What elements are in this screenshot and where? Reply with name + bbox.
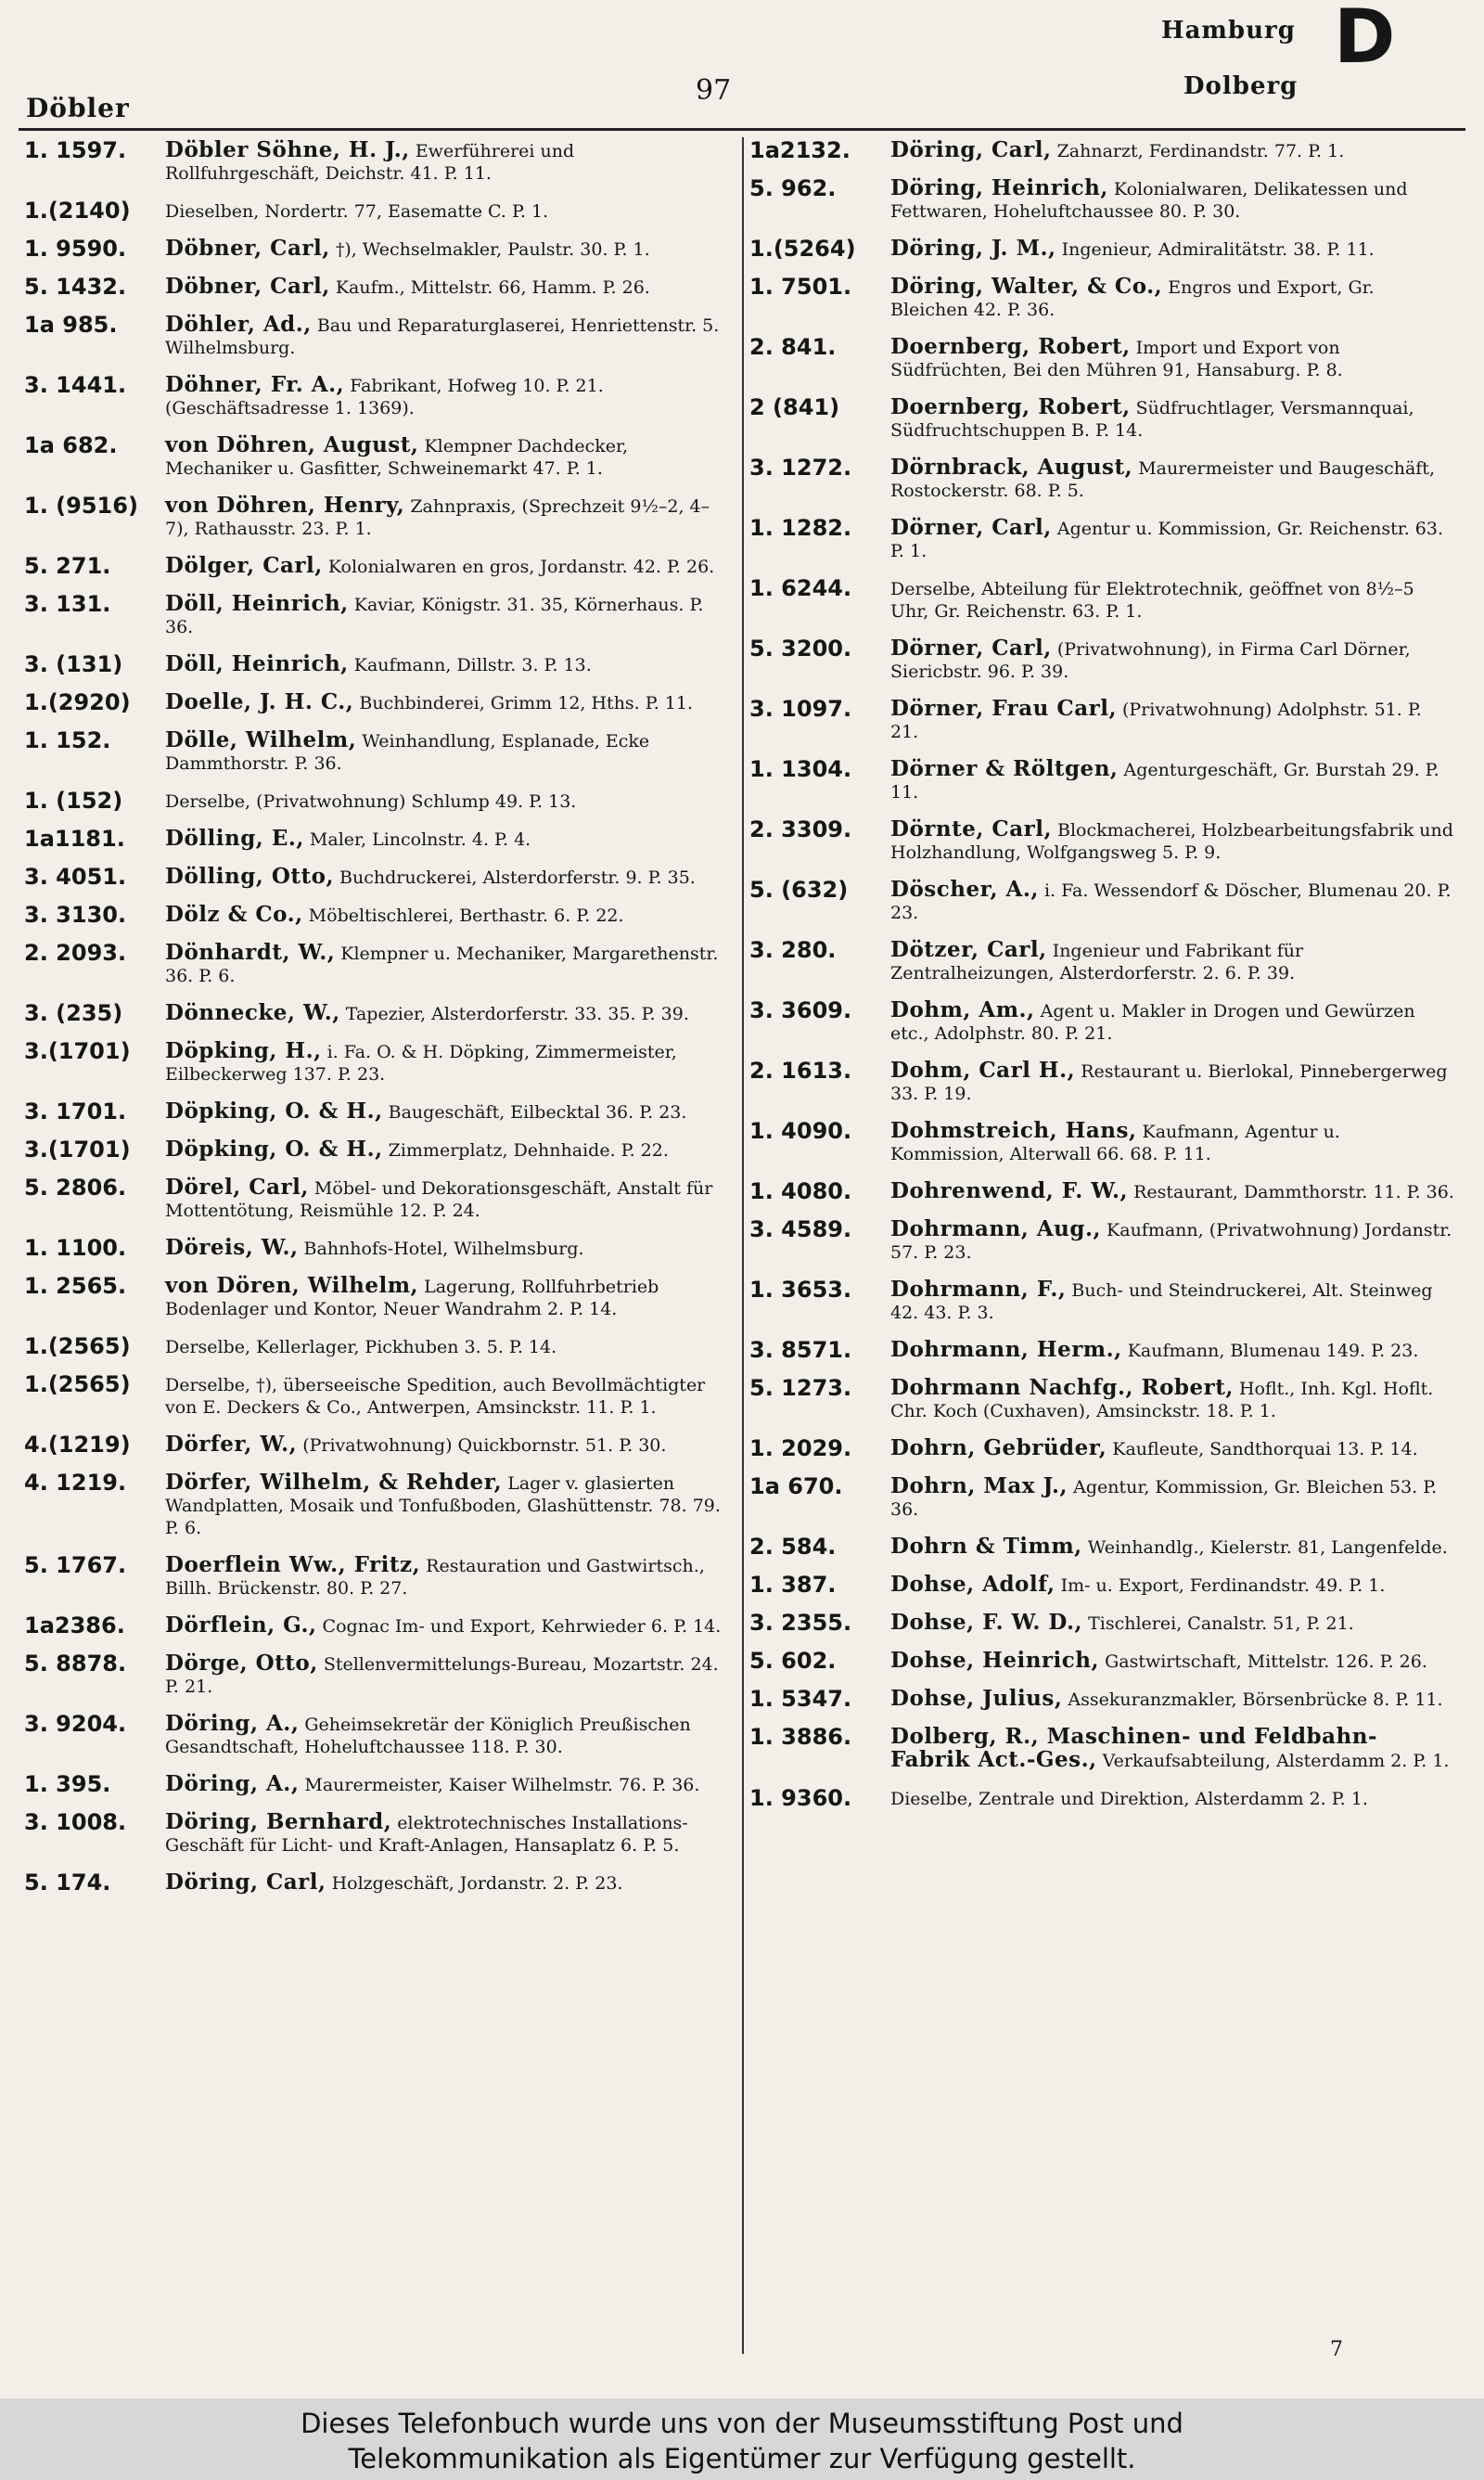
phone-number: 1.(2565) [24, 1333, 131, 1359]
phone-number: 3. (131) [24, 651, 123, 677]
subscriber-name: Dölling, E., [165, 826, 304, 851]
phone-number: 1. 1304. [749, 756, 852, 782]
header-range-start: Döbler [26, 93, 130, 123]
phone-number: 3. 3609. [749, 997, 852, 1023]
subscriber-name: Döring, Heinrich, [890, 175, 1108, 200]
entry-details: Stellenvermittelungs-Bureau, Mozartstr. 24. P. 21. [165, 1654, 719, 1697]
directory-entry [24, 555, 729, 578]
directory-entry [24, 866, 729, 889]
directory-entry [749, 1120, 1454, 1165]
entry-details: Restauration und Gastwirtsch., Billh. Brückenstr. 80. P. 27. [165, 1556, 705, 1599]
directory-entry [749, 999, 1454, 1045]
directory-entry [24, 1652, 729, 1698]
directory-entry [24, 1773, 729, 1796]
directory-entry [24, 790, 729, 813]
entry-details: Holzgeschäft, Jordanstr. 2. P. 23. [331, 1873, 623, 1894]
subscriber-name: Dölger, Carl, [165, 553, 323, 578]
directory-entry [24, 139, 729, 185]
phone-number: 5. 962. [749, 175, 837, 201]
subscriber-name: von Döhren, Henry, [165, 493, 405, 518]
entry-details: Lager v. glasierten Wandplatten, Mosaik und Tonfußboden, Glashüttenstr. 78. 79. P. 6. [165, 1473, 721, 1538]
subscriber-name: Döhler, Ad., [165, 312, 312, 337]
subscriber-name: Dörnte, Carl, [890, 816, 1052, 842]
subscriber-name: Dohse, Adolf, [890, 1572, 1055, 1597]
subscriber-name: Dörel, Carl, [165, 1175, 309, 1200]
subscriber-name: Dohrmann, Herm., [890, 1337, 1122, 1362]
entry-details: Bau und Reparaturglaserei, Henriettenstr. 5. Wilhelmsburg. [165, 315, 720, 358]
entry-details: Geheimsekretär der Königlich Preußischen Gesandtschaft, Hoheluftchaussee 118. P. 30. [165, 1715, 691, 1757]
subscriber-name: Döring, A., [165, 1711, 300, 1736]
directory-entry [749, 1218, 1454, 1264]
entry-details: Kaufmann, Blumenau 149. P. 23. [1127, 1341, 1419, 1361]
entry-details: Ingenieur und Fabrikant für Zentralheizungen, Alsterdorferstr. 2. 6. P. 39. [890, 941, 1304, 983]
entry-details: Restaurant u. Bierlokal, Pinnebergerweg 33. P. 19. [890, 1061, 1448, 1104]
entry-details: i. Fa. Wessendorf & Döscher, Blumenau 20. P. 23. [890, 880, 1452, 923]
phone-number: 1. 1100. [24, 1235, 127, 1261]
directory-entry [749, 1339, 1454, 1362]
directory-entry [24, 314, 729, 359]
phone-number: 2 (841) [749, 394, 840, 420]
phone-number: 4. 1219. [24, 1470, 127, 1496]
subscriber-name: Döring, A., [165, 1771, 300, 1796]
phone-number: 1. 6244. [749, 575, 852, 601]
entry-details: Import und Export von Südfrüchten, Bei den Mühren 91, Hansaburg. P. 8. [890, 338, 1343, 380]
subscriber-name: Döring, Bernhard, [165, 1809, 392, 1834]
phone-number: 1. 3653. [749, 1277, 852, 1303]
footer-line-2: Telekommunikation als Eigentümer zur Verfügung gestellt. [348, 2443, 1136, 2474]
directory-entry [749, 577, 1454, 623]
directory-entry [24, 1100, 729, 1124]
subscriber-name: Döpking, O. & H., [165, 1137, 383, 1162]
phone-number: 5. 2806. [24, 1175, 127, 1201]
entry-details: Möbel- und Dekorationsgeschäft, Anstalt für Mottentötung, Reismühle 12. P. 24. [165, 1178, 713, 1221]
entry-details: Kolonialwaren, Delikatessen und Fettwaren, Hoheluftchaussee 80. P. 30. [890, 179, 1408, 222]
phone-number: 3.(1701) [24, 1137, 131, 1163]
directory-entry [749, 1060, 1454, 1105]
entry-details: Buchbinderei, Grimm 12, Hths. P. 11. [359, 693, 693, 713]
entry-details: Buch- und Steindruckerei, Alt. Steinweg 42. 43. P. 3. [890, 1280, 1433, 1323]
subscriber-name: Dörner, Carl, [890, 636, 1052, 661]
subscriber-name: Döbner, Carl, [165, 274, 330, 299]
directory-entry [749, 177, 1454, 223]
directory-entry [749, 1574, 1454, 1597]
phone-number: 3. 9204. [24, 1711, 127, 1737]
footnote-mark: 7 [1330, 2338, 1343, 2361]
column-divider [742, 137, 744, 2354]
entry-details: Restaurant, Dammthorstr. 11. P. 36. [1133, 1182, 1454, 1202]
subscriber-name: Dolberg, R., Maschinen- und Feldbahn-Fabrik Act.-Ges., [890, 1724, 1378, 1772]
phone-number: 2. 3309. [749, 816, 852, 842]
entry-details: Bahnhofs-Hotel, Wilhelmsburg. [303, 1239, 584, 1259]
entry-details: Agentur, Kommission, Gr. Bleichen 53. P. 36. [890, 1477, 1438, 1520]
subscriber-name: Dohrn & Timm, [890, 1534, 1082, 1559]
directory-entry [749, 1650, 1454, 1673]
phone-number: 3. 1008. [24, 1809, 127, 1835]
subscriber-name: Dohrmann, F., [890, 1277, 1067, 1302]
directory-entry [749, 1279, 1454, 1324]
directory-entry [24, 942, 729, 987]
directory-entry [24, 1554, 729, 1600]
entry-details: Dieselbe, Zentrale und Direktion, Alsterdamm 2. P. 1. [890, 1789, 1368, 1809]
phone-number: 1. 1282. [749, 515, 852, 541]
entry-details: Weinhandlg., Kielerstr. 81, Langenfelde. [1087, 1537, 1448, 1558]
subscriber-name: Doernberg, Robert, [890, 334, 1131, 359]
section-letter: D [1334, 0, 1396, 80]
phone-number: 5. 1432. [24, 274, 127, 300]
phone-number: 1.(5264) [749, 236, 856, 262]
directory-entry [24, 1002, 729, 1025]
phone-number: 5. 602. [749, 1648, 837, 1674]
phone-number: 1.(2140) [24, 198, 131, 224]
phone-number: 3. (235) [24, 1000, 123, 1026]
subscriber-name: Dohrn, Gebrüder, [890, 1435, 1107, 1460]
subscriber-name: Doernberg, Robert, [890, 394, 1131, 419]
directory-entry [24, 1614, 729, 1638]
directory-entry [24, 434, 729, 480]
directory-entry [749, 1437, 1454, 1460]
subscriber-name: Dölle, Wilhelm, [165, 727, 357, 752]
entry-details: Derselbe, (Privatwohnung) Schlump 49. P. 13. [165, 791, 577, 812]
subscriber-name: Dönhardt, W., [165, 940, 336, 965]
phone-number: 5. (632) [749, 877, 849, 903]
entry-details: Maurermeister und Baugeschäft, Rostockerstr. 68. P. 5. [890, 458, 1435, 501]
directory-entry [24, 1138, 729, 1162]
phone-number: 3. 4589. [749, 1216, 852, 1242]
subscriber-name: Döpking, H., [165, 1038, 322, 1063]
header-city: Hamburg [1161, 17, 1296, 45]
entry-details: Klempner Dachdecker, Mechaniker u. Gasfitter, Schweinemarkt 47. P. 1. [165, 436, 629, 479]
entry-details: Fabrikant, Hofweg 10. P. 21. (Geschäftsadresse 1. 1369). [165, 376, 604, 418]
directory-entry [24, 1335, 729, 1358]
phone-number: 1. 5347. [749, 1686, 852, 1712]
entry-details: Möbeltischlerei, Berthastr. 6. P. 22. [308, 906, 624, 926]
phone-number: 1. 4090. [749, 1118, 852, 1144]
entry-details: (Privatwohnung), in Firma Carl Dörner, Siericbstr. 96. P. 39. [890, 639, 1411, 682]
entry-details: Verkaufsabteilung, Alsterdamm 2. P. 1. [1102, 1751, 1450, 1771]
entry-details: Agent u. Makler in Drogen und Gewürzen etc., Adolphstr. 80. P. 21. [890, 1001, 1415, 1044]
phone-number: 1a 670. [749, 1473, 843, 1499]
directory-entry [749, 1612, 1454, 1635]
entry-details: Blockmacherei, Holzbearbeitungsfabrik und Holzhandlung, Wolfgangsweg 5. P. 9. [890, 820, 1453, 863]
directory-entry [749, 1180, 1454, 1203]
phone-number: 3. 2355. [749, 1610, 852, 1636]
phone-number: 5. 1767. [24, 1552, 127, 1578]
subscriber-name: Dölz & Co., [165, 902, 303, 927]
subscriber-name: Döbner, Carl, [165, 236, 330, 261]
phone-number: 4.(1219) [24, 1432, 131, 1458]
entry-details: i. Fa. O. & H. Döpking, Zimmermeister, Eilbeckerweg 137. P. 23. [165, 1042, 677, 1085]
subscriber-name: Dörge, Otto, [165, 1651, 318, 1676]
entry-details: Weinhandlung, Esplanade, Ecke Dammthorstr. P. 36. [165, 731, 650, 774]
phone-number: 1. 1597. [24, 137, 127, 163]
phone-number: 1. 152. [24, 727, 111, 753]
phone-number: 5. 8878. [24, 1651, 127, 1677]
directory-entry [749, 818, 1454, 864]
directory-entry [749, 456, 1454, 502]
directory-entry [749, 1688, 1454, 1711]
directory-entry [749, 758, 1454, 803]
directory-entry [24, 238, 729, 261]
entry-details: Dieselben, Nordertr. 77, Easematte C. P. 1. [165, 201, 549, 222]
entry-details: Lagerung, Rollfuhrbetrieb Bodenlager und Kontor, Neuer Wandrahm 2. P. 14. [165, 1277, 659, 1319]
directory-entry [749, 879, 1454, 924]
subscriber-name: Döreis, W., [165, 1235, 299, 1260]
directory-entry [749, 139, 1454, 162]
subscriber-name: Dörner, Carl, [890, 515, 1052, 540]
entry-details: Kaufmann, (Privatwohnung) Jordanstr. 57. P. 23. [890, 1220, 1452, 1263]
entry-details: Südfruchtlager, Versmannquai, Südfruchtschuppen B. P. 14. [890, 398, 1414, 441]
entry-details: Tapezier, Alsterdorferstr. 33. 35. P. 39. [345, 1004, 689, 1024]
left-column [24, 139, 729, 1909]
directory-entry [749, 698, 1454, 743]
subscriber-name: Dohse, Julius, [890, 1686, 1063, 1711]
directory-entry [749, 1377, 1454, 1422]
entry-details: Maler, Lincolnstr. 4. P. 4. [309, 829, 531, 850]
directory-entry [749, 637, 1454, 683]
phone-number: 1. (152) [24, 788, 123, 814]
subscriber-name: Döpking, O. & H., [165, 1099, 383, 1124]
entry-details: Derselbe, Abteilung für Elektrotechnik, geöffnet von 8½–5 Uhr, Gr. Reichenstr. 63. P. 1. [890, 579, 1414, 622]
footer-line-1: Dieses Telefonbuch wurde uns von der Museumsstiftung Post und [301, 2408, 1183, 2439]
subscriber-name: Döring, J. M., [890, 236, 1056, 261]
entry-details: Kaufmann, Agentur u. Kommission, Alterwall 66. 68. P. 11. [890, 1122, 1340, 1164]
directory-entry [749, 939, 1454, 984]
subscriber-name: Döbler Söhne, H. J., [165, 137, 410, 162]
directory-entry [24, 495, 729, 540]
entry-details: Agentur u. Kommission, Gr. Reichenstr. 63. P. 1. [890, 519, 1443, 561]
subscriber-name: Dörfer, Wilhelm, & Rehder, [165, 1470, 503, 1495]
directory-entry [749, 1787, 1454, 1810]
subscriber-name: Dohm, Am., [890, 997, 1035, 1022]
entry-details: Zahnpraxis, (Sprechzeit 9½–2, 4–7), Rathausstr. 23. P. 1. [165, 496, 710, 539]
phone-number: 1.(2920) [24, 689, 131, 715]
directory-entry [24, 1040, 729, 1086]
subscriber-name: Dohrmann, Aug., [890, 1216, 1101, 1241]
directory-entry [24, 593, 729, 638]
entry-details: Kolonialwaren en gros, Jordanstr. 42. P. 26. [327, 557, 715, 577]
entry-details: Kaufleute, Sandthorquai 13. P. 14. [1112, 1439, 1418, 1459]
subscriber-name: Dötzer, Carl, [890, 937, 1047, 962]
directory-entry [24, 828, 729, 851]
phone-number: 1. 3886. [749, 1724, 852, 1750]
phone-number: 3. 8571. [749, 1337, 852, 1363]
phone-number: 1. 2029. [749, 1435, 852, 1461]
entry-details: Kaufmann, Dillstr. 3. P. 13. [353, 655, 592, 675]
directory-entry [749, 238, 1454, 261]
entry-details: Buchdruckerei, Alsterdorferstr. 9. P. 35. [339, 867, 696, 888]
phone-number: 1a 682. [24, 432, 118, 458]
phone-number: 3. 131. [24, 591, 111, 617]
directory-entry [24, 1275, 729, 1320]
subscriber-name: Doelle, J. H. C., [165, 689, 354, 714]
subscriber-name: Dörnbrack, August, [890, 455, 1133, 480]
directory-entry [24, 1811, 729, 1857]
directory-entry [24, 729, 729, 775]
directory-entry [24, 653, 729, 676]
phone-number: 5. 1273. [749, 1375, 852, 1401]
subscriber-name: Dörfer, W., [165, 1432, 298, 1457]
phone-number: 3. 1097. [749, 696, 852, 722]
phone-number: 1. 2565. [24, 1273, 127, 1299]
entry-details: Gastwirtschaft, Mittelstr. 126. P. 26. [1105, 1651, 1427, 1672]
directory-entry [749, 1726, 1454, 1772]
directory-entry [749, 1536, 1454, 1559]
directory-entry [749, 517, 1454, 562]
directory-entry [24, 1471, 729, 1539]
directory-entry [749, 276, 1454, 321]
page-number: 97 [696, 74, 732, 107]
entry-details: Ewerführerei und Rollfuhrgeschäft, Deichstr. 41. P. 11. [165, 141, 575, 184]
phone-number: 2. 584. [749, 1534, 837, 1560]
phone-number: 1. 395. [24, 1771, 111, 1797]
entry-details: Cognac Im- und Export, Kehrwieder 6. P. 14. [322, 1616, 722, 1637]
phone-number: 2. 2093. [24, 940, 127, 966]
directory-entry [24, 374, 729, 419]
phone-number: 1a1181. [24, 826, 125, 852]
subscriber-name: Döhner, Fr. A., [165, 372, 345, 397]
entry-details: Zimmerplatz, Dehnhaide. P. 22. [388, 1140, 669, 1161]
subscriber-name: Döring, Carl, [165, 1870, 326, 1895]
subscriber-name: Dohse, F. W. D., [890, 1610, 1083, 1635]
subscriber-name: Dohm, Carl H., [890, 1058, 1076, 1083]
subscriber-name: von Dören, Wilhelm, [165, 1273, 419, 1298]
entry-details: Derselbe, Kellerlager, Pickhuben 3. 5. P. 14. [165, 1337, 557, 1357]
phone-number: 1. 7501. [749, 274, 852, 300]
entry-details: Ingenieur, Admiralitätstr. 38. P. 11. [1061, 239, 1375, 260]
entry-details: Engros und Export, Gr. Bleichen 42. P. 36. [890, 277, 1375, 320]
phone-number: 5. 174. [24, 1870, 111, 1895]
directory-entry [749, 396, 1454, 442]
phone-number: 1. 387. [749, 1572, 837, 1598]
phone-number: 1.(2565) [24, 1371, 131, 1397]
entry-details: Tischlerei, Canalstr. 51, P. 21. [1088, 1613, 1354, 1634]
phone-number: 1a2132. [749, 137, 851, 163]
entry-details: Agenturgeschäft, Gr. Burstah 29. P. 11. [890, 760, 1439, 803]
directory-entry [24, 276, 729, 299]
subscriber-name: Döring, Walter, & Co., [890, 274, 1163, 299]
phone-number: 1a2386. [24, 1613, 125, 1638]
footer-banner [0, 2398, 1484, 2480]
phone-number: 3. 1701. [24, 1099, 127, 1124]
subscriber-name: Dörner & Röltgen, [890, 756, 1119, 781]
entry-details: (Privatwohnung) Adolphstr. 51. P. 21. [890, 700, 1422, 742]
phone-number: 1. (9516) [24, 493, 138, 519]
directory-entry [749, 336, 1454, 381]
entry-details: †), Wechselmakler, Paulstr. 30. P. 1. [335, 239, 650, 260]
phone-number: 3. 4051. [24, 864, 127, 890]
phone-number: 3.(1701) [24, 1038, 131, 1064]
phone-number: 1. 9590. [24, 236, 127, 262]
directory-entry [24, 904, 729, 927]
directory-entry [24, 1433, 729, 1457]
entry-details: Maurermeister, Kaiser Wilhelmstr. 76. P. 36. [304, 1775, 700, 1795]
subscriber-name: Döring, Carl, [890, 137, 1052, 162]
entry-details: Zahnarzt, Ferdinandstr. 77. P. 1. [1056, 141, 1345, 161]
phone-number: 1. 9360. [749, 1785, 852, 1811]
entry-details: Hoflt., Inh. Kgl. Hoflt. Chr. Koch (Cuxhaven), Amsinckstr. 18. P. 1. [890, 1379, 1434, 1421]
right-column [749, 139, 1454, 1825]
directory-entry [24, 1713, 729, 1758]
entry-details: Klempner u. Mechaniker, Margarethenstr. 36. P. 6. [165, 944, 719, 986]
phone-number: 2. 1613. [749, 1058, 852, 1084]
subscriber-name: Dörflein, G., [165, 1613, 317, 1638]
subscriber-name: Döll, Heinrich, [165, 651, 349, 676]
subscriber-name: Dohrn, Max J., [890, 1473, 1068, 1498]
subscriber-name: Dohse, Heinrich, [890, 1648, 1100, 1673]
entry-details: Kaviar, Königstr. 31. 35, Körnerhaus. P. 36. [165, 595, 704, 637]
directory-entry [24, 1373, 729, 1419]
subscriber-name: Dörner, Frau Carl, [890, 696, 1117, 721]
header-rule [19, 128, 1465, 131]
directory-entry [24, 1237, 729, 1260]
subscriber-name: Döll, Heinrich, [165, 591, 349, 616]
phone-number: 3. 280. [749, 937, 837, 963]
subscriber-name: Döscher, A., [890, 877, 1039, 902]
entry-details: Im- u. Export, Ferdinandstr. 49. P. 1. [1060, 1575, 1386, 1596]
subscriber-name: Dohrmann Nachfg., Robert, [890, 1375, 1234, 1400]
phone-number: 5. 3200. [749, 636, 852, 662]
phone-number: 3. 3130. [24, 902, 127, 928]
phone-number: 3. 1272. [749, 455, 852, 481]
entry-details: Assekuranzmakler, Börsenbrücke 8. P. 11. [1068, 1690, 1443, 1710]
entry-details: Derselbe, †), überseeische Spedition, auch Bevollmächtigter von E. Deckers & Co., Antwerpen, Amsinckstr. 11. P. 1. [165, 1375, 706, 1418]
subscriber-name: Dönnecke, W., [165, 1000, 340, 1025]
subscriber-name: Dohmstreich, Hans, [890, 1118, 1137, 1143]
subscriber-name: Dohrenwend, F. W., [890, 1178, 1129, 1203]
phone-number: 5. 271. [24, 553, 111, 579]
subscriber-name: von Döhren, August, [165, 432, 419, 457]
directory-entry [749, 1475, 1454, 1521]
directory-entry [24, 1871, 729, 1895]
entry-details: Kaufm., Mittelstr. 66, Hamm. P. 26. [335, 277, 650, 298]
subscriber-name: Doerflein Ww., Fritz, [165, 1552, 421, 1577]
phone-number: 1. 4080. [749, 1178, 852, 1204]
phone-number: 2. 841. [749, 334, 837, 360]
phone-number: 3. 1441. [24, 372, 127, 398]
header-range-end: Dolberg [1183, 72, 1298, 100]
entry-details: (Privatwohnung) Quickbornstr. 51. P. 30. [302, 1435, 667, 1456]
entry-details: elektrotechnisches Installations-Geschäft für Licht- und Kraft-Anlagen, Hansaplatz 6. P. 5. [165, 1813, 688, 1856]
entry-details: Baugeschäft, Eilbecktal 36. P. 23. [388, 1102, 687, 1123]
subscriber-name: Dölling, Otto, [165, 864, 334, 889]
phone-number: 1a 985. [24, 312, 118, 338]
directory-entry [24, 691, 729, 714]
directory-entry [24, 199, 729, 223]
directory-entry [24, 1176, 729, 1222]
